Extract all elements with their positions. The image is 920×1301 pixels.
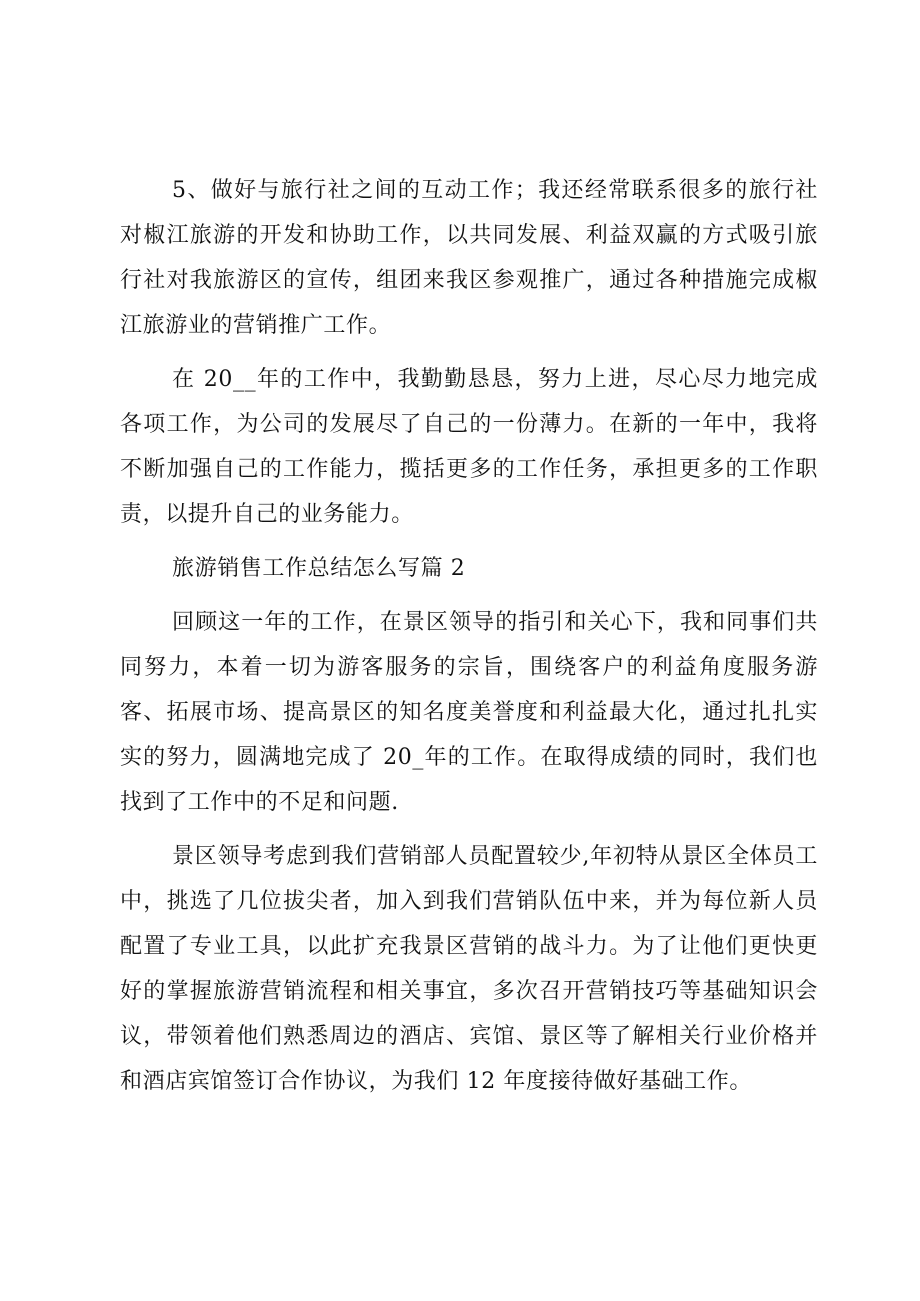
document-body xyxy=(120,168,818,1113)
paragraph-review: 回顾这一年的工作，在景区领导的指引和关心下，我和同事们共同努力，本着一切为游客服务的宗旨，围绕客户的利益角度服务游客、拓展市场、提高景区的知名度美誉度和利益最大化，通过扎扎实实的努力，圆满地完成了 20_年的工作。在取得成绩的同时，我们也找到了工作中的不足和问题. xyxy=(120,610,818,815)
paragraph-travel-agency: 5、做好与旅行社之间的互动工作；我还经常联系很多的旅行社对椒江旅游的开发和协助工作，以共同发展、利益双赢的方式吸引旅行社对我旅游区的宣传，组团来我区参观推广，通过各种措施完成椒江旅游业的营销推广工作。 xyxy=(120,178,818,338)
paragraph-staffing: 景区领导考虑到我们营销部人员配置较少,年初特从景区全体员工中，挑选了几位拔尖者，加入到我们营销队伍中来，并为每位新人员配置了专业工具，以此扩充我景区营销的战斗力。为了让他们更快更好的掌握旅游营销流程和相关事宜，多次召开营销技巧等基础知识会议，带领着他们熟悉周边的酒店、宾馆、景区等了解相关行业价格并和酒店宾馆签订合作协议，为我们 12 年度接待做好基础工作。 xyxy=(120,844,818,1094)
section-heading: 旅游销售工作总结怎么写篇 2 xyxy=(172,556,466,581)
paragraph-year-summary: 在 20__年的工作中，我勤勤恳恳，努力上进，尽心尽力地完成各项工作，为公司的发展尽了自己的一份薄力。在新的一年中，我将不断加强自己的工作能力，揽括更多的工作任务，承担更多的工作职责，以提升自己的业务能力。 xyxy=(120,367,818,527)
